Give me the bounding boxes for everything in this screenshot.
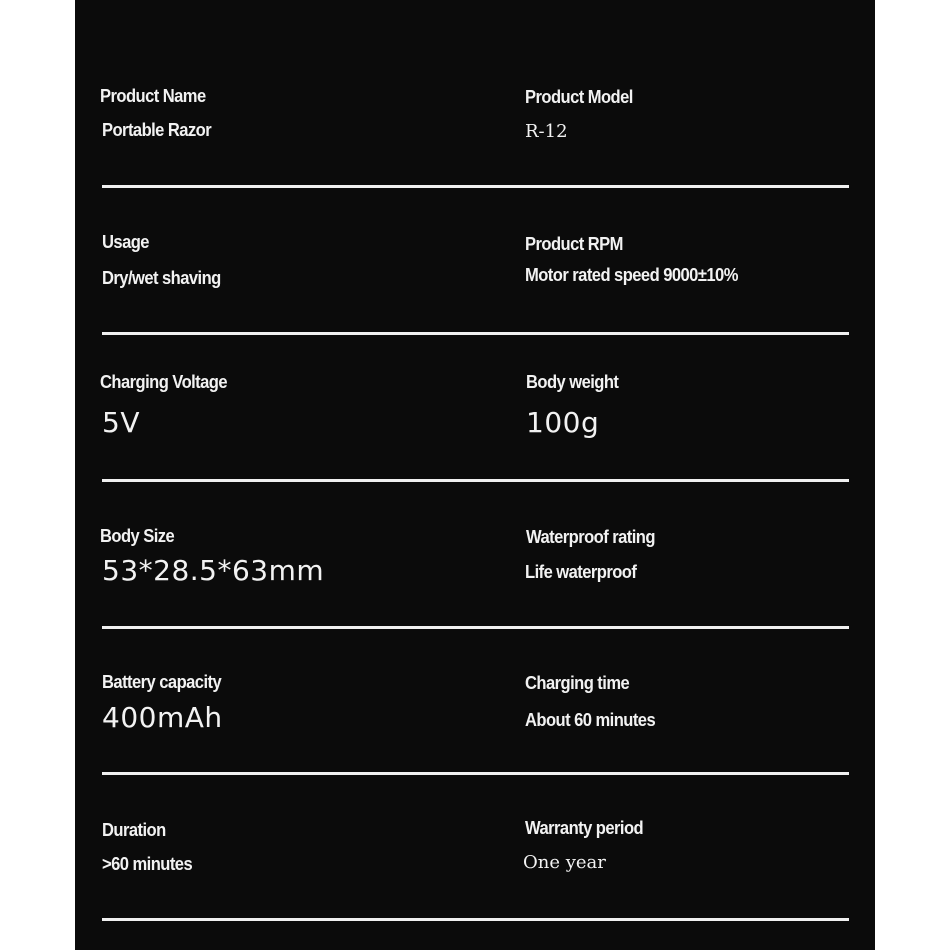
divider-row-1 — [102, 185, 849, 188]
spec-label-charging-time: Charging time — [525, 673, 630, 693]
spec-label-product-name: Product Name — [100, 86, 206, 106]
spec-value-waterproof-rating: Life waterproof — [525, 562, 637, 582]
spec-value-body-weight: 100g — [526, 406, 600, 439]
divider-row-4 — [102, 626, 849, 629]
spec-value-charging-time: About 60 minutes — [525, 710, 656, 730]
spec-label-product-rpm: Product RPM — [525, 234, 623, 254]
divider-row-5 — [102, 772, 849, 775]
divider-row-2 — [102, 332, 849, 335]
spec-value-duration: >60 minutes — [102, 854, 193, 874]
spec-label-charging-voltage: Charging Voltage — [100, 372, 228, 392]
spec-label-battery-capacity: Battery capacity — [102, 672, 222, 692]
spec-value-product-name: Portable Razor — [102, 120, 212, 140]
spec-value-warranty-period: One year — [523, 852, 606, 873]
spec-label-usage: Usage — [102, 232, 149, 252]
spec-value-body-size: 53*28.5*63mm — [102, 554, 325, 587]
spec-value-product-model: R-12 — [525, 121, 568, 142]
spec-label-body-weight: Body weight — [526, 372, 619, 392]
spec-value-battery-capacity: 400mAh — [102, 701, 223, 734]
divider-row-6 — [102, 918, 849, 921]
spec-label-duration: Duration — [102, 820, 166, 840]
spec-label-warranty-period: Warranty period — [525, 818, 644, 838]
divider-row-3 — [102, 479, 849, 482]
spec-label-waterproof-rating: Waterproof rating — [526, 527, 655, 547]
spec-label-body-size: Body Size — [100, 526, 175, 546]
spec-label-product-model: Product Model — [525, 87, 633, 107]
spec-value-product-rpm: Motor rated speed 9000±10% — [525, 265, 738, 285]
spec-panel — [75, 0, 875, 950]
spec-value-charging-voltage: 5V — [102, 406, 140, 439]
spec-value-usage: Dry/wet shaving — [102, 268, 221, 288]
